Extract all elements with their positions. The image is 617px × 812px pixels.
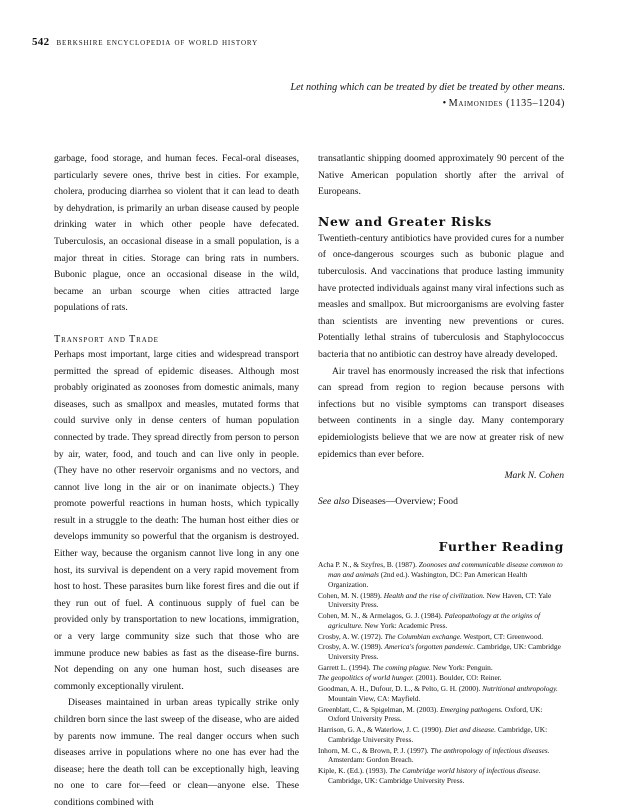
- reference-text: Acha P. N., & Szyfres, B. (1987).: [318, 560, 419, 570]
- see-also-label: See also: [318, 495, 350, 507]
- reference-entry: [318, 611, 564, 631]
- body-paragraph: transatlantic shipping doomed approximately 90 percent of the Native American population shortly after the arrival of Europeans.: [318, 153, 564, 198]
- body-paragraph: Air travel has enormously increased the risk that infections can spread from region to region because persons with infections but no visible symptoms can transport diseases between continents in a single day. Many contemporary epidemiologists believe that we are now at greater risk of new epidemics than ever before.: [318, 365, 564, 460]
- reference-text: Cambridge, UK: Cambridge University Press.: [328, 775, 465, 785]
- reference-title: Emerging pathogens.: [439, 704, 503, 714]
- reference-title: The geopolitics of world hunger.: [318, 673, 414, 683]
- author-signature: Mark N. Cohen: [504, 470, 564, 482]
- reference-title: America's forgotten pandemic.: [384, 642, 476, 652]
- reference-text: (2001). Boulder, CO: Reiner.: [413, 673, 502, 683]
- reference-text: Crosby, A. W. (1972).: [318, 631, 385, 641]
- left-column: [54, 151, 299, 812]
- body-paragraph: Diseases maintained in urban areas typically strike only children born since the last sweep of the disease, who are aided by parents now immune. The real danger occurs when such diseases arrive in populations where no one has ever had the disease; here the death toll can be exceptionally high, leaving no one to care for—feed or clean—anyone else. These conditions combined with: [54, 697, 299, 808]
- epigraph-source: Maimonides (1135–1204): [448, 98, 565, 109]
- reference-text: Crosby, A. W. (1989).: [318, 642, 385, 652]
- reference-text: Westport, CT: Greenwood.: [461, 631, 544, 641]
- reference-entry: [318, 663, 564, 673]
- epigraph-bullet: •: [442, 98, 447, 109]
- reference-entry: [318, 560, 564, 589]
- reference-title: Nutritional anthropology.: [482, 684, 558, 694]
- right-column: [318, 151, 564, 787]
- reference-title: Paleopathology at the origins of agriculture.: [328, 611, 541, 630]
- reference-entry: [318, 591, 564, 611]
- reference-text: Inhorn, M. C., & Brown, P. J. (1997).: [318, 745, 431, 755]
- reference-list: [318, 560, 564, 785]
- reference-entry: [318, 746, 564, 766]
- body-paragraph: Twentieth-century antibiotics have provided cures for a number of once-dangerous scourges such as bubonic plague and tuberculosis. And vaccinations that produce lasting immunity have protected individuals against many viral infections such as measles and smallpox. But microorganisms are evolving faster than scientists are inventing new preventions or cures. Potentially lethal strains of tuberculosis and Staphylococcus bacteria that no antibiotic can destroy have already developed.: [318, 232, 564, 360]
- see-also: [318, 494, 564, 511]
- reference-title: Zoonoses and communicable disease common to man and animals: [328, 560, 563, 580]
- section-subheading: Transport and Trade: [54, 333, 159, 345]
- epigraph: [285, 80, 565, 112]
- reference-title: The Cambridge world history of infectious disease.: [389, 766, 541, 776]
- reference-entry: [318, 766, 564, 786]
- reference-text: New York: Academic Press.: [362, 620, 448, 630]
- reference-entry: [318, 705, 564, 725]
- reference-title: Diet and disease.: [444, 725, 497, 735]
- reference-text: Greenblatt, C., & Spigelman, M. (2003).: [318, 704, 440, 714]
- reference-text: Goodman, A. H., Dufour, D. L., & Pelto, G. H. (2000).: [318, 684, 483, 694]
- reference-text: Mountain View, CA: Mayfield.: [328, 693, 421, 703]
- page-number: 542: [32, 36, 50, 48]
- reference-entry: [318, 684, 564, 704]
- reference-text: Kiple, K. (Ed.). (1993).: [318, 766, 390, 776]
- reference-text: Cambridge, UK: Cambridge University Press.: [328, 725, 548, 744]
- reference-entry: [318, 673, 564, 683]
- reference-text: New York: Penguin.: [430, 662, 493, 672]
- reference-title: The anthropology of infectious diseases.: [430, 745, 550, 755]
- reference-text: Cohen, M. N., & Armelagos, G. J. (1984).: [318, 611, 445, 621]
- publication-title: berkshire encyclopedia of world history: [56, 38, 259, 48]
- reference-text: Garrett L. (1994).: [318, 662, 373, 672]
- reference-title: The Columbian exchange.: [384, 631, 462, 641]
- reference-text: Cambridge, UK: Cambridge University Press.: [328, 642, 561, 662]
- reference-title: Health and the rise of civilization.: [383, 590, 485, 600]
- body-paragraph: garbage, food storage, and human feces. Fecal-oral diseases, particularly severe ones, thrive best in cities. For example, cholera, producing diarrhea so violent that it can lead to death by dehydration, is primarily an urban disease caused by people drinking water in which other people have defecated. Tuberculosis, an occasional disease in a small population, is a major threat in cities. Storage can bring rats in numbers. Bubonic plague, once an occasional disease in the wild, became an urban scourge when cities attracted large populations of rats.: [54, 153, 299, 314]
- section-heading: New and Greater Risks: [318, 213, 492, 229]
- epigraph-quote: Let nothing which can be treated by diet be treated by other means.: [290, 82, 565, 93]
- reference-text: (2nd ed.). Washington, DC: Pan American Health Organization.: [328, 570, 528, 589]
- reference-entry: [318, 642, 564, 662]
- reference-text: Oxford, UK: Oxford University Press.: [328, 704, 543, 724]
- running-head: [32, 36, 258, 48]
- reference-text: New Haven, CT: Yale University Press.: [328, 590, 552, 610]
- reference-text: Amsterdam: Gordon Breach.: [328, 755, 414, 765]
- reference-text: Harrison, G. A., & Waterlow, J. C. (1990).: [318, 725, 445, 735]
- see-also-links[interactable]: Diseases—Overview; Food: [352, 495, 458, 507]
- body-paragraph: Perhaps most important, large cities and widespread transport permitted the spread of epidemic diseases. Although most probably originated as zoonoses from domestic animals, many diseases, such as smallpox and measles, mutated forms that could survive only in dense centers of human population connected by trade. They spread directly from person to person by air, water, food, and touch and can live only in people. (They have no other reservoir organisms and no vectors, and cannot live long in the air or on inanimate objects.) They promote powerful reactions in human hosts, which typically result in a struggle to the death: The human host either dies or develops immunity so powerful that the organism is destroyed. Either way, because the organism cannot live long in any one host, its survival is dependent on a very rapid movement from host to host. These parasites burn like forest fires and die out if they run out of fuel. A continuous supply of fuel can be provided only by transportation to new locations, immigration, or a very large community size such that those who are immune produce new babies as fast as the disease-fire burns. Not depending on any one human host, such diseases are commonly exceptionally virulent.: [54, 348, 299, 692]
- reference-entry: [318, 725, 564, 745]
- reference-text: Cohen, M. N. (1989).: [318, 590, 384, 600]
- reference-title: The coming plague.: [372, 662, 431, 672]
- reference-entry: [318, 632, 564, 642]
- further-reading-heading: Further Reading: [438, 539, 564, 555]
